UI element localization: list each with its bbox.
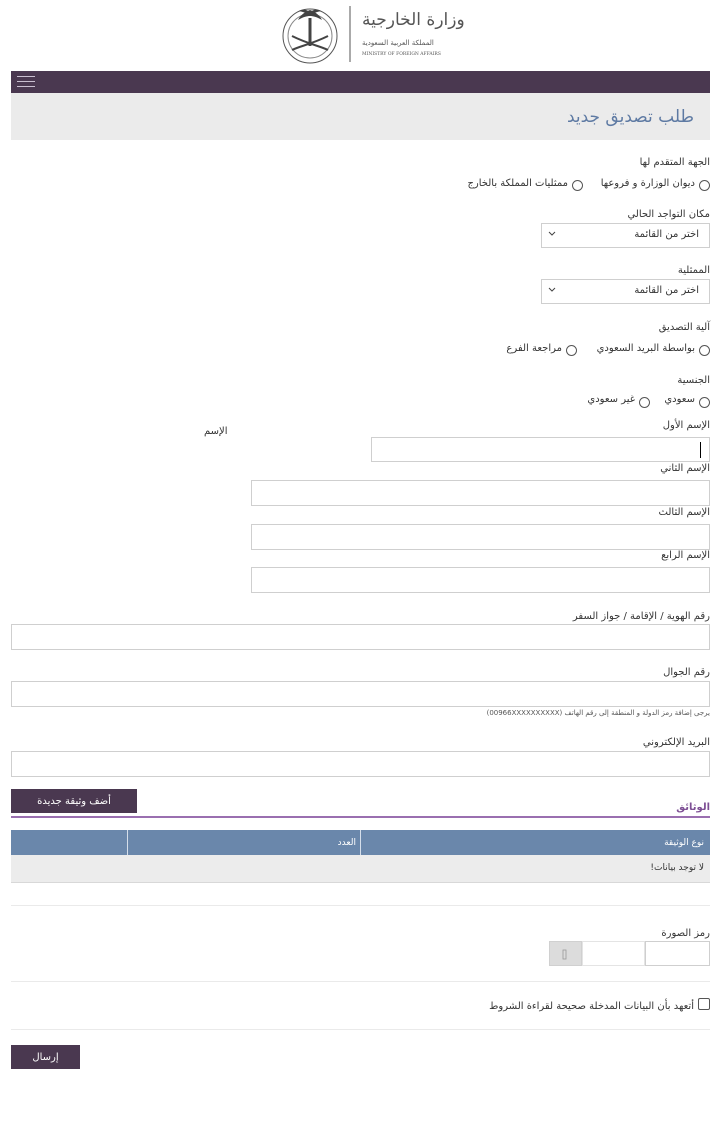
- empty-table-text: لا توجد بيانات!: [650, 863, 704, 873]
- id-number-label: رقم الهوية / الإقامة / جواز السفر: [572, 611, 710, 622]
- captcha-image: [582, 941, 645, 966]
- divider: [11, 1029, 710, 1030]
- submit-button[interactable]: إرسال: [11, 1045, 80, 1069]
- table-empty-row: [11, 855, 710, 883]
- mission-select[interactable]: [541, 279, 710, 304]
- add-document-button[interactable]: أضف وثيقة جديدة: [11, 789, 137, 813]
- documents-table-header: [11, 830, 710, 855]
- divider: [11, 905, 710, 906]
- third-name-input[interactable]: [251, 524, 710, 550]
- radio-branch-visit-label[interactable]: مراجعة الفرع: [506, 343, 562, 354]
- top-navbar: [11, 71, 710, 93]
- id-number-input[interactable]: [11, 624, 710, 650]
- radio-missions-abroad-label[interactable]: ممثليات المملكة بالخارج: [467, 178, 568, 189]
- chevron-down-icon: [547, 228, 557, 238]
- page-title: طلب تصديق جديد: [566, 107, 694, 127]
- nationality-label: الجنسية: [677, 375, 710, 386]
- fourth-name-label: الإسم الرابع: [661, 550, 710, 561]
- radio-non-saudi-label[interactable]: غير سعودي: [587, 394, 635, 405]
- second-name-input[interactable]: [251, 480, 710, 506]
- logo-title: وزارة الخارجية: [362, 10, 465, 30]
- second-name-label: الإسم الثاني: [660, 463, 710, 474]
- email-input[interactable]: [11, 751, 710, 777]
- method-label: آلية التصديق: [658, 322, 710, 333]
- current-location-label: مكان التواجد الحالي: [627, 209, 710, 220]
- column-count[interactable]: العدد: [337, 837, 356, 848]
- pledge-text[interactable]: أتعهد بأن البيانات المدخلة صحيحة لقراءة الشروط: [489, 1001, 694, 1012]
- ministry-logo: [278, 4, 465, 66]
- name-section-label: الإسم: [204, 426, 228, 437]
- column-divider: [127, 830, 128, 855]
- applicant-entity-label: الجهة المتقدم لها: [639, 157, 710, 168]
- radio-saudi-post[interactable]: [699, 345, 710, 356]
- radio-saudi-post-label[interactable]: بواسطة البريد السعودي: [596, 343, 695, 354]
- documents-title: الوثائق: [676, 802, 710, 813]
- hamburger-icon[interactable]: [17, 76, 35, 88]
- refresh-icon: [548, 942, 581, 967]
- third-name-label: الإسم الثالث: [658, 507, 710, 518]
- fourth-name-input[interactable]: [251, 567, 710, 593]
- logo-english: MINISTRY OF FOREIGN AFFAIRS: [362, 52, 441, 57]
- logo-subtitle: المملكة العربية السعودية: [362, 39, 434, 47]
- email-label: البريد الإلكتروني: [642, 737, 710, 748]
- column-document-type[interactable]: نوع الوثيقة: [664, 837, 704, 848]
- radio-saudi[interactable]: [699, 397, 710, 408]
- radio-ministry[interactable]: [699, 180, 710, 191]
- radio-missions-abroad[interactable]: [572, 180, 583, 191]
- divider: [11, 981, 710, 982]
- mission-label: الممثلية: [677, 265, 710, 276]
- refresh-captcha-button[interactable]: [549, 941, 582, 966]
- column-divider: [360, 830, 361, 855]
- radio-ministry-label[interactable]: ديوان الوزارة و فروعها: [600, 178, 695, 189]
- first-name-label: الإسم الأول: [662, 420, 710, 431]
- current-location-value: اختر من القائمة: [634, 229, 699, 240]
- current-location-select[interactable]: [541, 223, 710, 248]
- mission-value: اختر من القائمة: [634, 285, 699, 296]
- chevron-down-icon: [547, 284, 557, 294]
- pledge-checkbox[interactable]: [698, 998, 710, 1010]
- captcha-input[interactable]: [645, 941, 710, 966]
- captcha-label: رمز الصورة: [661, 928, 710, 939]
- radio-branch-visit[interactable]: [566, 345, 577, 356]
- radio-saudi-label[interactable]: سعودي: [664, 394, 695, 405]
- mobile-label: رقم الجوال: [663, 667, 710, 678]
- mobile-hint: يرجى إضافة رمز الدولة و المنطقة إلى رقم الهاتف (00966XXXXXXXXXX): [486, 709, 710, 717]
- radio-non-saudi[interactable]: [639, 397, 650, 408]
- mobile-input[interactable]: [11, 681, 710, 707]
- first-name-input[interactable]: [371, 437, 710, 462]
- documents-divider: [11, 816, 710, 818]
